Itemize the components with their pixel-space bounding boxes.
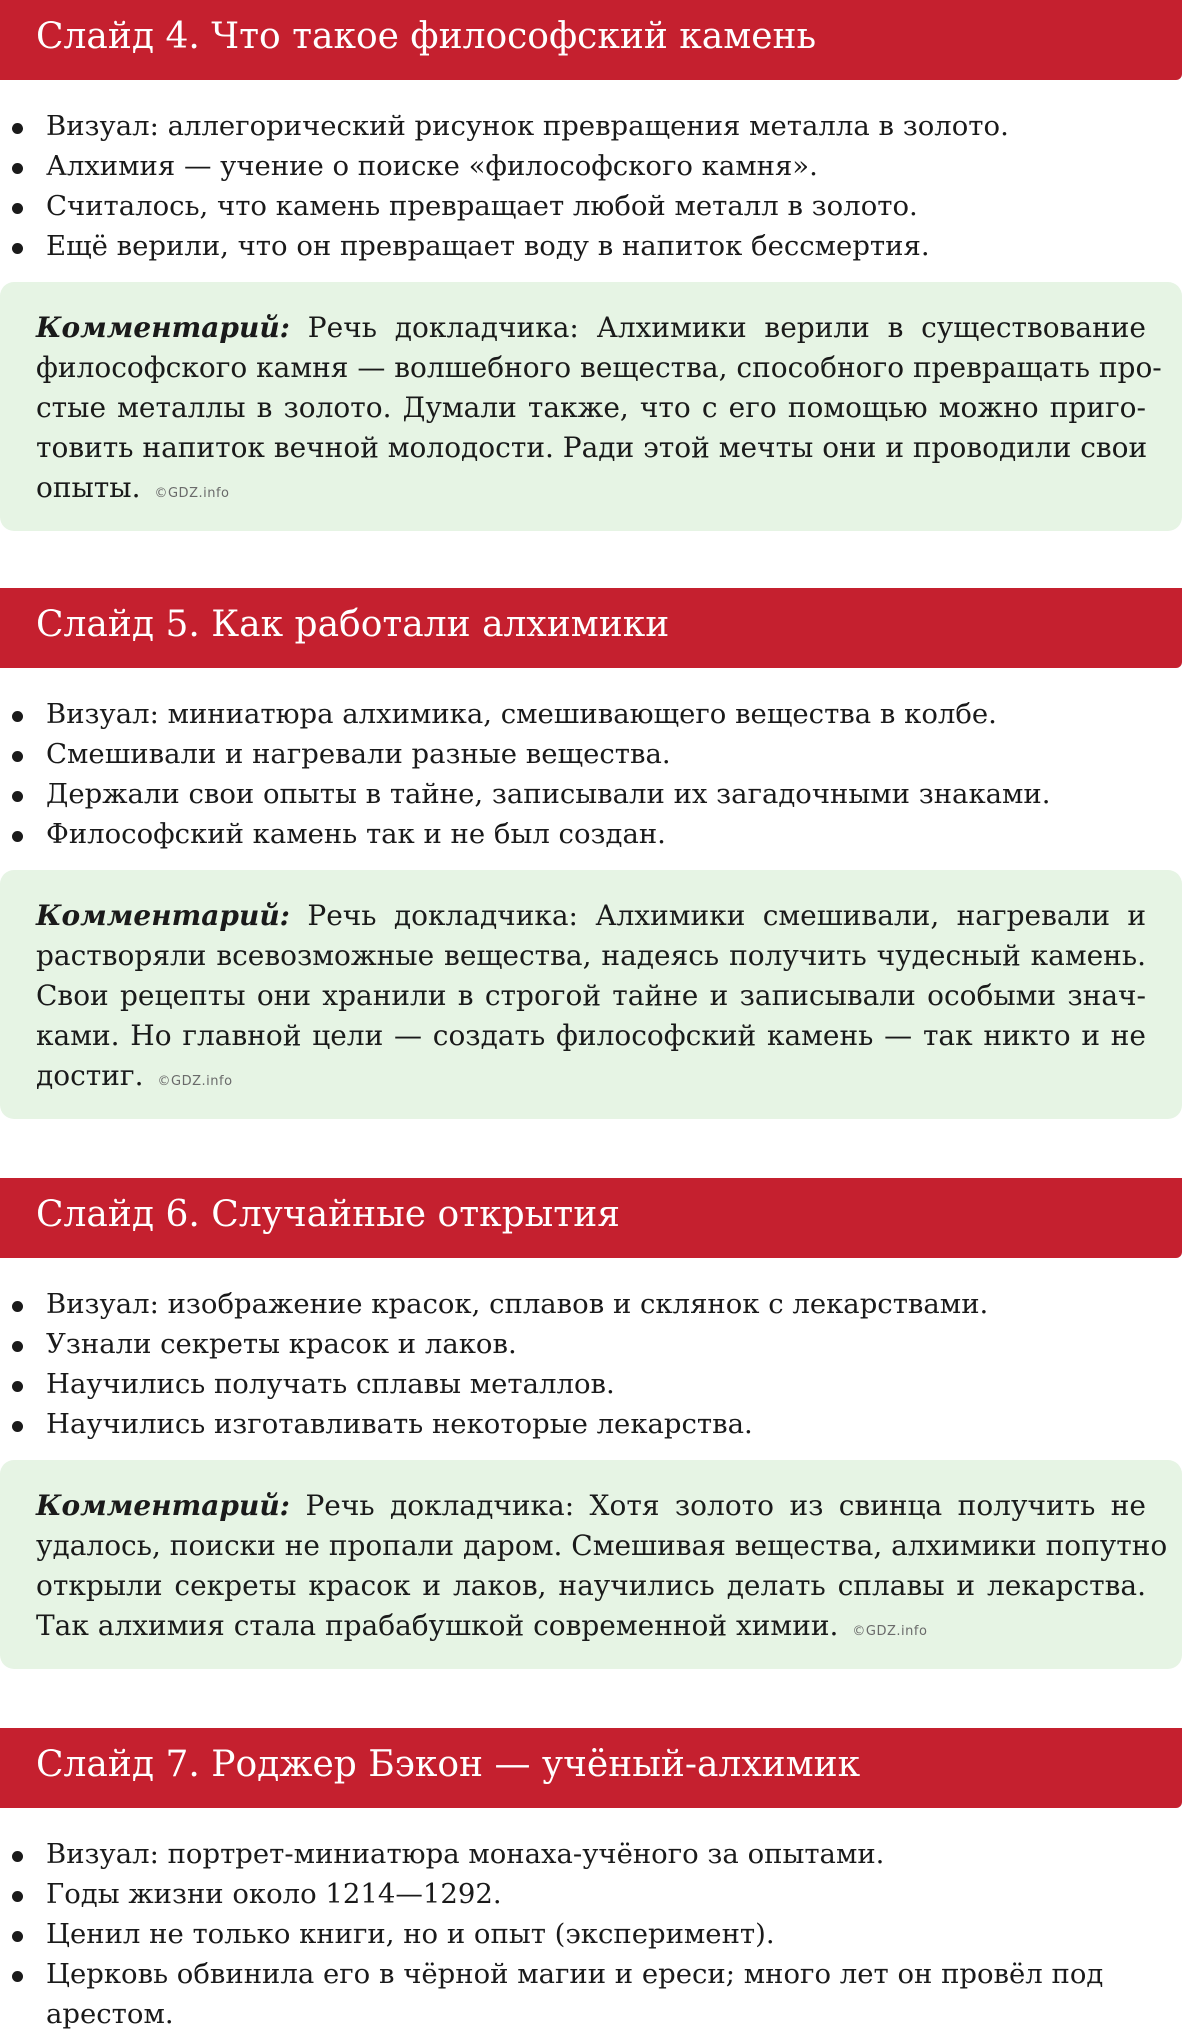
list-item: Визуал: изображение красок, сплавов и склянок с лекарствами. bbox=[0, 1284, 1182, 1324]
comment-text: Речь докладчика: Алхимики верили в существование bbox=[307, 311, 1147, 344]
comment-text: ками. Но главной цели — создать философский камень — так никто и не bbox=[36, 1019, 1146, 1052]
slide-4 bbox=[0, 0, 1182, 531]
list-item: Визуал: аллегорический рисунок превращения металла в золото. bbox=[0, 106, 1182, 146]
comment-text: Речь докладчика: Алхимики смешивали, нагревали и bbox=[307, 899, 1146, 932]
list-item: Ценил не только книги, но и опыт (эксперимент). bbox=[0, 1914, 1182, 1954]
comment-label: Комментарий: bbox=[36, 899, 291, 932]
bullet-list bbox=[0, 106, 1182, 266]
comment-text: достиг. bbox=[36, 1059, 144, 1092]
list-item: Ещё верили, что он превращает воду в напиток бессмертия. bbox=[0, 226, 1182, 266]
comment-box bbox=[0, 1460, 1182, 1669]
bullet-list bbox=[0, 694, 1182, 854]
comment-text: Речь докладчика: Хотя золото из свинца получить не bbox=[305, 1489, 1146, 1522]
comment-box bbox=[0, 282, 1182, 531]
list-item: Визуал: миниатюра алхимика, смешивающего вещества в колбе. bbox=[0, 694, 1182, 734]
comment-text: растворяли всевозможные вещества, надеясь получить чудесный камень. bbox=[36, 939, 1146, 972]
comment-label: Комментарий: bbox=[36, 311, 291, 344]
comment-text: товить напиток вечной молодости. Ради этой мечты они и проводили свои bbox=[36, 431, 1148, 464]
slide-title: Слайд 5. Как работали алхимики bbox=[0, 588, 1182, 668]
slide-title: Слайд 6. Случайные открытия bbox=[0, 1178, 1182, 1258]
list-item: Научились изготавливать некоторые лекарства. bbox=[0, 1404, 1182, 1444]
list-item: Визуал: портрет-миниатюра монаха-учёного за опытами. bbox=[0, 1834, 1182, 1874]
bullet-list bbox=[0, 1834, 1182, 2034]
watermark: ©GDZ.info bbox=[852, 1624, 928, 1639]
list-item: Держали свои опыты в тайне, записывали их загадочными знаками. bbox=[0, 774, 1182, 814]
slide-title: Слайд 7. Роджер Бэкон — учёный-алхимик bbox=[0, 1728, 1182, 1808]
comment-text: Так алхимия стала прабабушкой современной химии. bbox=[36, 1609, 839, 1642]
slide-title: Слайд 4. Что такое философский камень bbox=[0, 0, 1182, 80]
list-item: Считалось, что камень превращает любой металл в золото. bbox=[0, 186, 1182, 226]
list-item: Философский камень так и не был создан. bbox=[0, 814, 1182, 854]
list-item: Научились получать сплавы металлов. bbox=[0, 1364, 1182, 1404]
comment-text: удалось, поиски не пропали даром. Смешивая вещества, алхимики попутно bbox=[36, 1529, 1168, 1562]
comment-text: стые металлы в золото. Думали также, что с его помощью можно приго- bbox=[36, 391, 1146, 424]
slide-6 bbox=[0, 1178, 1182, 1669]
comment-box bbox=[0, 870, 1182, 1119]
list-item: Алхимия — учение о поиске «философского камня». bbox=[0, 146, 1182, 186]
watermark: ©GDZ.info bbox=[154, 486, 230, 501]
slide-7 bbox=[0, 1728, 1182, 2034]
comment-text: открыли секреты красок и лаков, научились делать сплавы и лекарства. bbox=[36, 1569, 1146, 1602]
list-item: Годы жизни около 1214—1292. bbox=[0, 1874, 1182, 1914]
watermark: ©GDZ.info bbox=[157, 1074, 233, 1089]
comment-text: опыты. bbox=[36, 471, 141, 504]
list-item: Смешивали и нагревали разные вещества. bbox=[0, 734, 1182, 774]
comment-text: Свои рецепты они хранили в строгой тайне и записывали особыми знач- bbox=[36, 979, 1146, 1012]
slide-5 bbox=[0, 588, 1182, 1119]
comment-label: Комментарий: bbox=[36, 1489, 291, 1522]
bullet-list bbox=[0, 1284, 1182, 1444]
list-item-continuation: арестом. bbox=[46, 1998, 174, 2030]
list-item: Церковь обвинила его в чёрной магии и ереси; много лет он провёл под bbox=[0, 1954, 1182, 1994]
list-item: Узнали секреты красок и лаков. bbox=[0, 1324, 1182, 1364]
comment-text: философского камня — волшебного вещества, способного превращать про- bbox=[36, 351, 1162, 384]
